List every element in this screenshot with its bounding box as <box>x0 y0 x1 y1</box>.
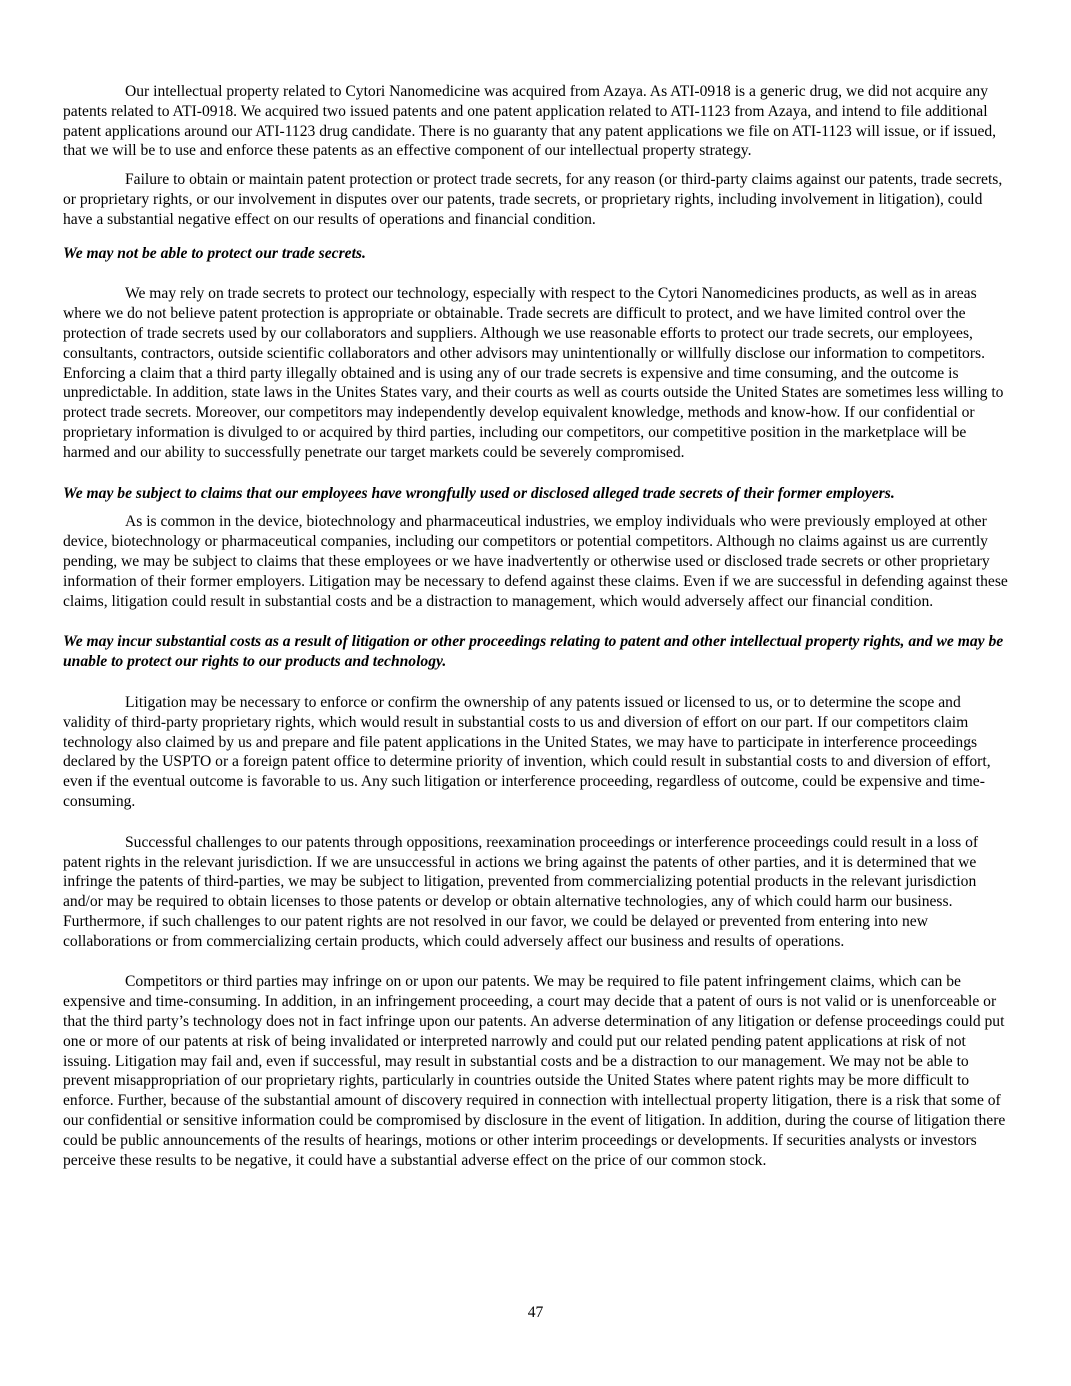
paragraph-competitors-infringe: Competitors or third parties may infringe on or upon our patents. We may be required to file patent infringement claims, which can be expensive and time-consuming. In addition, in an infringement proceeding, a court may decide that a patent of ours is not valid or is unenforceable or that the third party’s technology does not in fact infringe upon our patents. An adverse determination of any litigation or defense proceedings could put one or more of our patents at risk of being invalidated or interpreted narrowly and could put our related pending patent applications at risk of not issuing. Litigation may fail and, even if successful, may result in substantial costs and be a distraction to our management. We may not be able to prevent misappropriation of our proprietary rights, particularly in countries outside the United States where patent rights may be more difficult to enforce. Further, because of the substantial amount of discovery required in connection with intellectual property litigation, there is a risk that some of our confidential or sensitive information could be compromised by disclosure in the event of litigation. In addition, during the course of litigation there could be public announcements of the results of hearings, motions or other interim proceedings or developments. If securities analysts or investors perceive these results to be negative, it could have a substantial adverse effect on the price of our common stock. <box>63 973 1006 1169</box>
spacer <box>63 263 1010 284</box>
spacer <box>63 951 1010 972</box>
spacer <box>63 463 1010 484</box>
paragraph-trade-secrets: We may rely on trade secrets to protect our technology, especially with respect to the Cytori Nanomedicines products, as well as in areas where we do not believe patent protection is appropriate or obtainable. Trade secrets are difficult to protect, and we have limited control over the protection of trade secrets used by our collaborators and suppliers. Although we use reasonable efforts to protect our trade secrets, our employees, consultants, contractors, outside scientific collaborators and other advisors may unintentionally or willfully disclose our information to competitors. Enforcing a claim that a third party illegally obtained and is using any of our trade secrets is expensive and time consuming, and the outcome is unpredictable. In addition, state laws in the Unites States vary, and their courts as well as courts outside the United States are sometimes less willing to protect trade secrets. Moreover, our competitors may independently develop equivalent knowledge, methods and know-how. If our confidential or proprietary information is divulged to or acquired by third parties, including our competitors, our competitive position in the marketplace will be harmed and our ability to successfully penetrate our target markets could be severely compromised. <box>63 285 1004 461</box>
spacer <box>63 230 1010 244</box>
spacer <box>63 611 1010 632</box>
paragraph-employee-claims: As is common in the device, biotechnology and pharmaceutical industries, we employ individuals who were previously employed at other device, biotechnology or pharmaceutical companies, including our competitors or potential competitors. Although no claims against us are currently pending, we may be subject to claims that these employees or we have inadvertently or otherwise used or disclosed trade secrets or other proprietary information of their former employers. Litigation may be necessary to defend against these claims. Even if we are successful in defending against these claims, litigation could result in substantial costs and be a distraction to management, which would adversely affect our financial condition. <box>63 513 1008 610</box>
spacer <box>63 812 1010 833</box>
paragraph-successful-challenges: Successful challenges to our patents through oppositions, reexamination proceedings or interference proceedings could result in a loss of patent rights in the relevant jurisdiction. If we are unsuccessful in actions we bring against the patents of other parties, and it is determined that we infringe the patents of third-parties, we may be subject to litigation, prevented from commercializing potential products in the relevant jurisdiction and/or may be required to obtain licenses to those patents or develop or obtain alternative technologies, any of which could harm our business. Furthermore, if such challenges to our patent rights are not resolved in our favor, we could be delayed or prevented from entering into new collaborations or from commercializing certain products, which could adversely affect our business and results of operations. <box>63 833 979 950</box>
spacer <box>63 503 1010 512</box>
paragraph-azaya-ip: Our intellectual property related to Cytori Nanomedicine was acquired from Azaya. As ATI-0918 is a generic drug, we did not acquire any patents related to ATI-0918. We acquired two issued patents and one patent application related to ATI-1123 from Azaya, and intend to file additional patent applications around our ATI-1123 drug candidate. There is no guaranty that any patent applications we file on ATI-1123 will issue, or if issued, that we will be to use and enforce these patents as an effective component of our intellectual property strategy. <box>63 83 997 160</box>
document-page <box>63 82 1010 1170</box>
section-heading-employee-claims: We may be subject to claims that our employees have wrongfully used or disclosed alleged trade secrets of their former employers. <box>63 484 895 502</box>
page-number: 47 <box>527 1304 544 1321</box>
spacer <box>63 161 1010 170</box>
paragraph-litigation: Litigation may be necessary to enforce or confirm the ownership of any patents issued or licensed to us, or to determine the scope and validity of third-party proprietary rights, which would result in substantial costs to us and diversion of effort on our part. If our competitors claim technology also claimed by us and prepare and file patent applications in the United States, we may have to participate in interference proceedings declared by the USPTO or a foreign patent office to determine priority of invention, which could result in substantial costs to and diversion of effort, even if the eventual outcome is favorable to us. Any such litigation or interference proceeding, regardless of outcome, could be expensive and time-consuming. <box>63 693 991 810</box>
paragraph-failure-patent-protection: Failure to obtain or maintain patent protection or protect trade secrets, for any reason (or third-party claims against our patents, trade secrets, or proprietary rights, or our involvement in disputes over our patents, trade secrets, or proprietary rights, including involvement in litigation), could have a substantial negative effect on our results of operations and financial condition. <box>63 171 1003 228</box>
section-heading-litigation-costs: We may incur substantial costs as a result of litigation or other proceedings relating to patent and other intellectual property rights, and we may be unable to protect our rights to our products and technology. <box>63 633 1004 671</box>
spacer <box>63 672 1010 693</box>
section-heading-trade-secrets: We may not be able to protect our trade secrets. <box>63 244 366 262</box>
